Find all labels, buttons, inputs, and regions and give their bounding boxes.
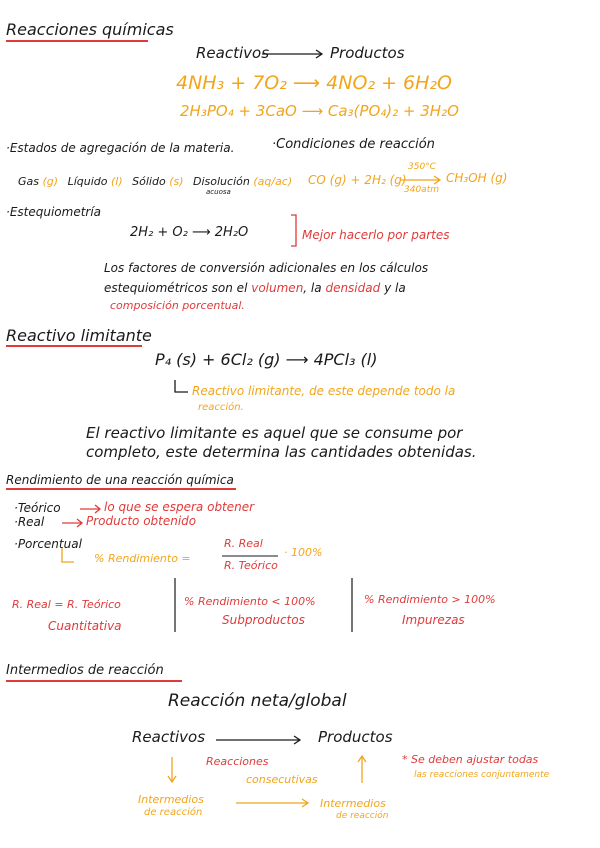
case-3-top: % Rendimiento > 100% xyxy=(364,593,496,606)
factors-text-c: y la xyxy=(384,281,406,295)
state-gas: Gas xyxy=(18,175,39,188)
title-underline xyxy=(6,345,142,347)
state-aq-sym: (aq/ac) xyxy=(253,175,293,188)
cond-pressure: 340atm xyxy=(404,185,439,195)
intermedios-right: Productos xyxy=(318,728,393,746)
case-3-bottom: Impurezas xyxy=(402,613,465,627)
arrow-teorico xyxy=(80,505,100,513)
factors-composition: composición porcentual. xyxy=(110,299,245,312)
limitante-note-2: reacción. xyxy=(198,402,244,413)
intermedios-bottom-right-2: de reacción xyxy=(336,811,389,821)
stoich-note: Mejor hacerlo por partes xyxy=(302,228,450,242)
factors-line-2 xyxy=(104,282,406,294)
general-left: Reactivos xyxy=(196,44,270,62)
title-underline xyxy=(6,488,236,490)
real-label: ·Real xyxy=(14,515,45,529)
arrow-intermedios-up xyxy=(358,756,366,783)
factors-line-1: Los factores de conversión adicionales en los cálculos xyxy=(104,261,429,275)
factors-volume: volumen xyxy=(251,281,304,295)
stoich-title: ·Estequiometría xyxy=(6,205,102,219)
intermedios-subtitle: Reacción neta/global xyxy=(168,691,347,711)
section-title-limitante: Reactivo limitante xyxy=(6,326,152,345)
arrow-real xyxy=(62,519,82,527)
arrow-intermedios-down xyxy=(168,757,176,782)
state-aq: Disolución xyxy=(193,175,250,188)
state-solid-sym: (s) xyxy=(169,175,184,188)
arrow-general xyxy=(262,50,322,58)
stoich-equation: 2H₂ + O₂ ⟶ 2H₂O xyxy=(130,225,249,240)
intermedios-note-2: las reacciones conjuntamente xyxy=(414,770,550,780)
equation-1: 4NH₃ + 7O₂ ⟶ 4NO₂ + 6H₂O xyxy=(176,72,453,94)
limitante-equation: P₄ (s) + 6Cl₂ (g) ⟶ 4PCl₃ (l) xyxy=(155,350,378,369)
case-1-top: R. Real = R. Teórico xyxy=(12,598,121,611)
state-liquid: Líquido xyxy=(67,175,108,188)
case-1-bottom: Cuantitativa xyxy=(48,619,122,633)
equation-2: 2H₃PO₄ + 3CaO ⟶ Ca₃(PO₄)₂ + 3H₂O xyxy=(180,102,459,120)
title-underline xyxy=(6,40,148,42)
intermedios-note-1: * Se deben ajustar todas xyxy=(402,753,539,766)
intermedios-left: Reactivos xyxy=(132,728,206,746)
cond-eq-right: CH₃OH (g) xyxy=(446,171,508,185)
state-solid: Sólido xyxy=(132,175,166,188)
limitante-desc-2: completo, este determina las cantidades obtenidas. xyxy=(86,443,477,461)
cond-temp: 350°C xyxy=(408,162,436,172)
intermedios-bottom-left-2: de reacción xyxy=(144,807,203,818)
formula-multiplier: · 100% xyxy=(284,546,323,559)
section-title-reacciones: Reacciones químicas xyxy=(6,20,174,39)
formula-denominator: R. Teórico xyxy=(224,559,278,572)
arrow-intermedios-main xyxy=(216,736,300,744)
factors-text-b: , la xyxy=(303,281,322,295)
conditions-title: ·Condiciones de reacción xyxy=(272,137,435,152)
formula-numerator: R. Real xyxy=(224,537,263,550)
section-title-intermedios: Intermedios de reacción xyxy=(6,663,164,678)
porcentual-label: ·Porcentual xyxy=(14,537,82,551)
factors-text-a: estequiométricos son el xyxy=(104,281,248,295)
states-row xyxy=(18,176,292,187)
arrow-intermedios-right xyxy=(236,799,308,807)
state-gas-sym: (g) xyxy=(42,175,59,188)
case-2-bottom: Subproductos xyxy=(222,613,305,627)
intermedios-bottom-right-1: Intermedios xyxy=(320,797,386,810)
limitante-note-1: Reactivo limitante, de este depende todo la xyxy=(192,384,456,398)
real-note: Producto obtenido xyxy=(86,514,197,528)
intermedios-mid-2: consecutivas xyxy=(246,773,318,786)
bracket-stoich xyxy=(291,215,296,246)
title-underline xyxy=(6,680,182,682)
cond-eq-left: CO (g) + 2H₂ (g) xyxy=(308,173,407,187)
intermedios-mid-1: Reacciones xyxy=(206,755,269,768)
case-2-top: % Rendimiento < 100% xyxy=(184,595,316,608)
arrow-limitante-note xyxy=(175,380,188,392)
teorico-note: lo que se espera obtener xyxy=(104,500,255,514)
teorico-label: ·Teórico xyxy=(14,501,61,515)
factors-density: densidad xyxy=(325,281,381,295)
intermedios-bottom-left-1: Intermedios xyxy=(138,793,204,806)
states-title: ·Estados de agregación de la materia. xyxy=(6,141,235,155)
limitante-desc-1: El reactivo limitante es aquel que se consume por xyxy=(86,424,463,442)
section-title-rendimiento: Rendimiento de una reacción química xyxy=(6,473,234,487)
general-right: Productos xyxy=(330,44,405,62)
formula-lhs: % Rendimiento = xyxy=(94,552,191,565)
state-liquid-sym: (l) xyxy=(111,175,123,188)
state-aq-sub: acuosa xyxy=(206,188,231,196)
